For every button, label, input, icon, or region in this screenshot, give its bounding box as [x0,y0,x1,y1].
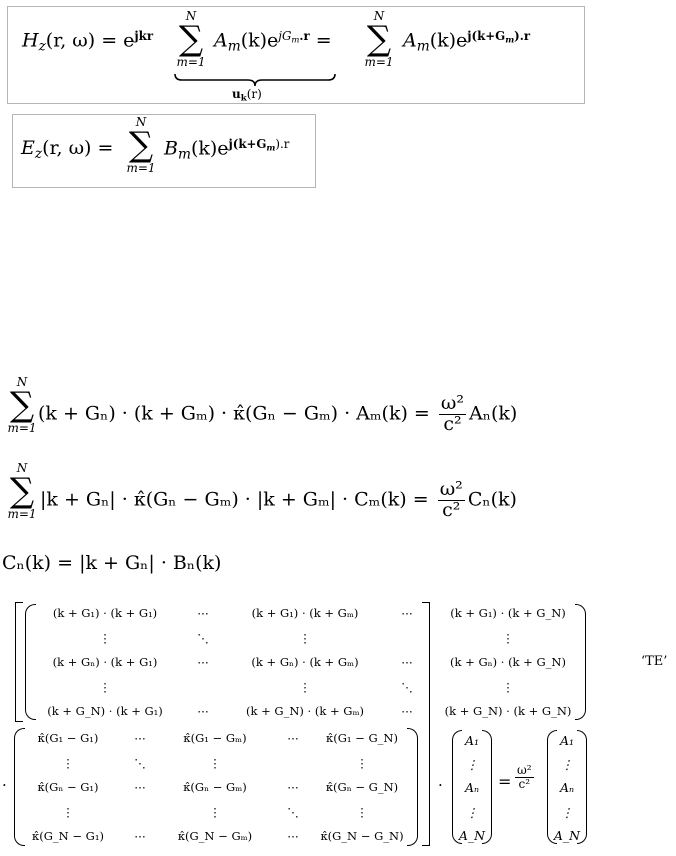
matrix2-cell: ⋯ [287,780,299,794]
matrix2-cell: ⋮ [209,805,221,819]
u-sub: k [240,93,247,104]
term1-exp: jG [278,29,292,43]
matrix1-cell: ⋮ [299,680,311,694]
ez-b-sub: m [177,146,191,163]
vecA-left-paren [452,730,462,844]
hz-term2 [403,29,530,54]
eq1-sum [2,376,42,434]
ez-lhs [21,137,113,162]
sigma-icon: ∑ [9,385,35,425]
vector-b-entry: A_N [553,828,581,843]
mult-dot: · [438,776,443,794]
underbrace-icon [174,73,336,87]
sum2-top: N [373,9,385,23]
vector-b-entry: Aₙ [559,780,575,795]
hz-term1 [214,29,332,54]
ez-symbol: E [21,137,35,159]
matrix1-cell: (k + G₁) · (k + Gₘ) [251,606,359,620]
equation-box-hz [7,6,585,104]
term1-a: A [214,29,228,52]
matrix2-cell: κ̂(G₁ − G₁) [37,731,99,745]
vector-a-entry: ⋮ [465,757,479,772]
hz-sum2 [361,10,397,68]
ez-b-arg: (k)e [190,137,229,160]
sum1-top: N [185,9,197,23]
term2-exp: j(k+G [467,29,506,43]
matrix1-cell: (k + G₁) · (k + G₁) [52,606,158,620]
matrix2-cell: ⋯ [134,780,146,794]
eq2-fraction [438,480,465,521]
vector-a-entry: ⋮ [465,805,479,820]
u-arg: (r) [246,87,262,101]
matrix1-cell: ⋯ [401,606,413,620]
matrix2-right-paren [407,728,418,846]
matrix2-left-paren [14,728,25,846]
te-tag: ‘TE’ [641,654,668,669]
matrix2-cell: ⋯ [134,829,146,843]
matrix1-cell: ⋮ [502,631,514,645]
matrix1-cell: ⋱ [197,631,209,645]
ez-exp: j(k+G [228,137,267,151]
ez-b: B [164,137,178,160]
sum1-bottom: m=1 [176,55,206,69]
matrix2-cell: ⋱ [134,756,146,770]
matrix1-cell: (k + Gₙ) · (k + Gₘ) [251,655,359,669]
hz-exp1: jkr [134,29,154,43]
equals-1: = [315,29,332,52]
matrix2-cell: ⋮ [209,756,221,770]
vector-b-entry: ⋮ [560,805,574,820]
matrix1-cell: ⋮ [502,680,514,694]
matrix1-cell: ⋮ [299,631,311,645]
term2-a: A [403,29,417,52]
ez-sum-bottom: m=1 [126,161,156,175]
matrix1-cell: ⋱ [401,680,413,694]
matrix2-cell: ⋮ [62,756,74,770]
sigma-icon: ∑ [366,19,392,59]
matrix2-cell: κ̂(Gₙ − Gₘ) [183,780,247,794]
matrix1-cell: ⋯ [401,704,413,718]
matrix2-cell: κ̂(G_N − G_N) [320,829,404,843]
hz-sub: z [38,38,46,55]
eq1-body: (k + Gₙ) · (k + Gₘ) · κ̂(Gₙ − Gₘ) · Aₘ(k) = [38,402,430,425]
eq1-frac-den: c² [443,412,462,435]
vector-a-entry: A₁ [464,733,480,748]
eq1-sum-top: N [16,375,28,389]
eq3-text: Cₙ(k) = |k + Gₙ| · Bₙ(k) [2,552,222,574]
vector-b-entry: A₁ [559,733,575,748]
matrix2-cell: κ̂(G_N − G₁) [32,829,104,843]
sigma-icon: ∑ [178,19,204,59]
term1-exp-sub: m [291,34,300,45]
ez-sum [123,116,159,174]
vecA-right-paren [482,730,492,844]
eq1-frac-num: ω² [440,392,465,414]
term1-sub: m [227,38,241,55]
matrix1-cell: ⋯ [197,655,209,669]
sum2-bottom: m=1 [364,55,394,69]
matrix2-cell: ⋯ [287,731,299,745]
eq2-frac-num: ω² [439,478,463,500]
eq3-line [2,552,221,574]
vector-a-entry: Aₙ [464,780,480,795]
matrix2-cell: ⋮ [62,805,74,819]
eq1-rhs: Aₙ(k) [469,402,518,425]
matrix1-cell: (k + G_N) · (k + Gₘ) [246,704,364,718]
eq1-fraction [439,394,466,435]
matrix2-cell: ⋯ [287,829,299,843]
matrix1-cell: (k + G_N) · (k + G_N) [444,704,572,718]
term2-exp-tail: ).r [514,29,531,43]
vector-a-entry: A_N [458,828,486,843]
ez-sub: z [34,145,43,162]
term2-exp-sub: m [505,34,515,45]
term1-exp-tail: .r [299,29,310,43]
term2-arg: (k)e [429,29,468,52]
matrix1-cell: ⋯ [197,606,209,620]
equation-box-ez [12,114,316,188]
matrix2-cell: κ̂(G₁ − G_N) [326,731,398,745]
hz-sum1 [173,10,209,68]
vec-equals: = [498,772,512,791]
matrix2-cell: ⋯ [134,731,146,745]
matrix2-cell: ⋮ [356,756,368,770]
right-square-bracket [422,602,430,846]
matrix1-cell: (k + G₁) · (k + G_N) [450,606,566,620]
matrix1-cell: ⋯ [197,704,209,718]
eq2-frac-den: c² [442,498,461,521]
ez-args: (r, ω) = [42,137,114,159]
vec-frac-num: ω² [517,763,532,777]
eq2-rhs: Cₙ(k) [467,488,517,511]
eq2-sum-top: N [16,461,28,475]
vector-b-entry: ⋮ [560,757,574,772]
vecB-right-paren [577,730,587,844]
matrix1-cell: ⋯ [401,655,413,669]
matrix1-cell: (k + Gₙ) · (k + G₁) [52,655,158,669]
vec-frac-den: c² [518,776,531,791]
matrix2-cell: κ̂(Gₙ − G_N) [325,780,399,794]
eq2-sum-bottom: m=1 [7,507,37,521]
hz-lhs [22,29,153,54]
matrix2-cell: κ̂(G_N − Gₘ) [177,829,253,843]
ez-exp-tail: ).r [275,137,290,151]
left-square-bracket [15,602,23,722]
matrix1-left-paren [25,604,36,720]
matrix2-cell: κ̂(G₁ − Gₘ) [183,731,247,745]
matrix2-cell: ⋱ [287,805,299,819]
matrix1-right-paren [575,604,586,720]
ez-exp-sub: m [266,142,276,153]
term2-sub: m [416,38,430,55]
sigma-icon: ∑ [128,125,154,165]
matrix2-cell: κ̂(Gₙ − G₁) [37,780,99,794]
eq1-line [38,394,517,435]
vec-fraction [515,764,534,790]
matrix1-cell: (k + G_N) · (k + G₁) [47,704,163,718]
vecB-left-paren [547,730,557,844]
matrix2-cell: ⋮ [356,805,368,819]
u-symbol: u [232,87,241,101]
ez-term [164,137,289,162]
eq2-sum [2,462,42,520]
matrix1-cell: ⋮ [99,631,111,645]
leading-dot: · [2,776,7,794]
sigma-icon: ∑ [9,471,35,511]
term1-arg: (k)e [240,29,279,52]
matrix1-cell: ⋮ [99,680,111,694]
hz-args: (r, ω) = e [45,29,135,52]
eq1-sum-bottom: m=1 [7,421,37,435]
ez-sum-top: N [135,115,147,129]
hz-symbol: H [22,29,39,52]
eq2-body: |k + Gₙ| · κ̂(Gₙ − Gₘ) · |k + Gₘ| · Cₘ(k) = [40,488,429,511]
eq2-line [40,480,517,521]
underbrace-label [232,87,262,103]
matrix1-cell: (k + Gₙ) · (k + G_N) [450,655,566,669]
